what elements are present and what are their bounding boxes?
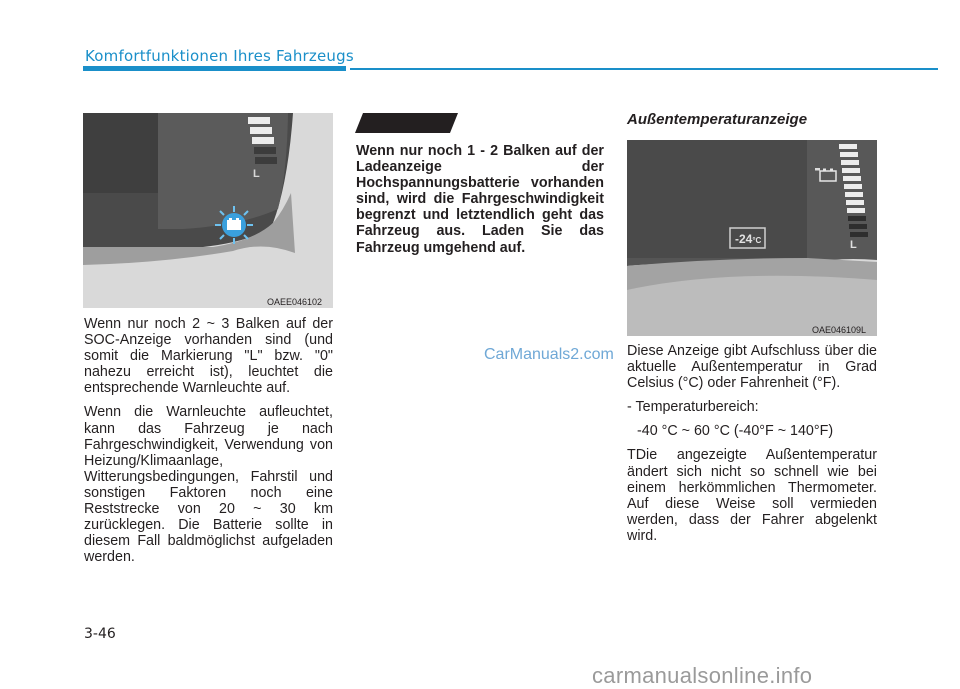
- temperature-value: -24: [735, 232, 753, 246]
- note-badge-label: ANMERKUNG: [438, 337, 522, 352]
- gauge-low-mark-right: L: [850, 239, 857, 251]
- temperature-closing: TDie angezeigte Außentemperatur ändert sich nicht so schnell wie bei einem herkömmlichen Thermometer. Auf diese Weise soll vermieden werden, dass der Fahrer abgelenkt wird.: [627, 447, 877, 544]
- note-text: Wenn nur noch 1 - 2 Balken auf der Ladeanzeige der Hochspannungsbatterie vorhanden sind, wird die Fahrgeschwindigkeit begrenzt und letztendlich geht das Fahrzeug aus. Laden Sie das Fahrzeug umgehend auf.: [356, 143, 604, 256]
- section-title: Komfortfunktionen Ihres Fahrzeugs: [85, 47, 354, 65]
- temperature-range-value: -40 °C ~ 60 °C (-40°F ~ 140°F): [637, 423, 834, 440]
- watermark-carmanuals2: CarManuals2.com: [484, 346, 614, 363]
- temperature-unit: °C: [752, 236, 762, 245]
- battery-icon: [819, 168, 837, 182]
- figure-temperature-display: [627, 140, 877, 336]
- page-number: 3-46: [84, 626, 116, 642]
- outside-temperature-readout: [735, 232, 761, 246]
- figure-code-left: OAEE046102: [267, 297, 323, 307]
- paragraph-remaining-range: Wenn die Warnleuchte aufleuchtet, kann das Fahrzeug je nach Fahrgeschwindigkeit, Verwendung von Heizung/Klimaanlage, Witterungsbedingungen, Fahrstil und sonstigen Faktoren noch eine Reststrecke von 20 ~ 30 km zurücklegen. Die Batterie sollte in diesem Fall baldmöglichst aufgeladen werden.: [84, 404, 333, 566]
- temperature-range: [627, 399, 877, 439]
- outside-temperature-heading: Außentemperaturanzeige: [627, 111, 808, 128]
- temperature-range-label: - Temperaturbereich:: [627, 399, 759, 416]
- right-column-text: [627, 343, 877, 552]
- watermark-carmanualsonline: carmanualsonline.info: [592, 663, 813, 688]
- gauge-low-mark: L: [253, 168, 260, 180]
- paragraph-soc-warning: Wenn nur noch 2 ~ 3 Balken auf der SOC-Anzeige vorhanden sind (und somit die Markierung "L" bzw. "0" nahezu erreicht ist), leuchtet die entsprechende Warnleuchte auf.: [84, 316, 333, 397]
- temperature-intro: Diese Anzeige gibt Aufschluss über die aktuelle Außentemperatur in Grad Celsius (°C) oder Fahrenheit (°F).: [627, 343, 877, 392]
- figure-code-right: OAE046109L: [812, 325, 867, 335]
